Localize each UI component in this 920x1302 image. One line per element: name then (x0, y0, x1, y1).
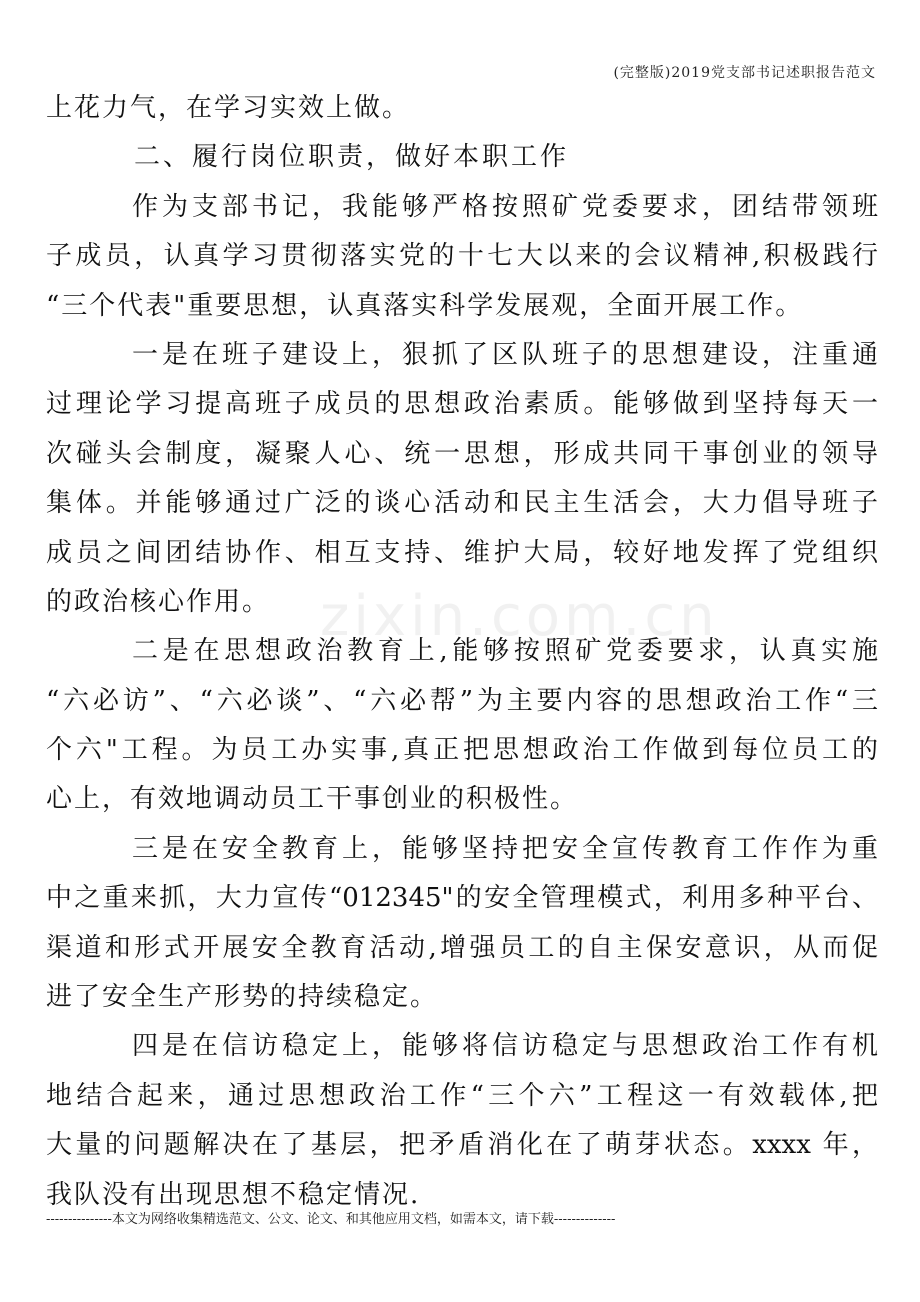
body-line: “三个代表"重要思想，认真落实科学发展观，全面开展工作。 (46, 290, 804, 321)
body-line: 作为支部书记，我能够严格按照矿党委要求，团结带领班 (132, 191, 878, 222)
body-line: 上花力气，在学习实效上做。 (46, 93, 411, 123)
body-line: 次碰头会制度，凝聚人心、统一思想，形成共同干事创业的领导 (46, 438, 878, 469)
document-footer-note: ---------------本文为网络收集精选范文、公文、论文、和其他应用文档，如需本文，请下载-------------- (46, 1212, 616, 1227)
body-line: 心上，有效地调动员工干事创业的积极性。 (46, 784, 579, 815)
body-line: 个六"工程。为员工办实事,真正把思想政治工作做到每位员工的 (46, 735, 878, 766)
body-line: “六必访”、“六必谈”、“六必帮”为主要内容的思想政治工作“三 (46, 685, 878, 716)
body-line: 过理论学习提高班子成员的思想政治素质。能够做到坚持每天一 (46, 389, 878, 420)
section-heading: 二、履行岗位职责，做好本职工作 (134, 142, 570, 173)
body-line: 四是在信访稳定上，能够将信访稳定与思想政治工作有机 (132, 1031, 878, 1062)
body-line: 一是在班子建设上，狠抓了区队班子的思想建设，注重通 (132, 339, 878, 370)
body-line: 大量的问题解决在了基层，把矛盾消化在了萌芽状态。xxxx 年， (46, 1130, 878, 1161)
body-line: 三是在安全教育上，能够坚持把安全宣传教育工作作为重 (132, 833, 878, 864)
body-line: 的政治核心作用。 (46, 586, 271, 617)
body-line: 中之重来抓，大力宣传“012345"的安全管理模式，利用多种平台、 (46, 883, 878, 914)
body-line: 集体。并能够通过广泛的谈心活动和民主生活会，大力倡导班子 (46, 488, 878, 519)
body-line: 进了安全生产形势的持续稳定。 (46, 982, 439, 1013)
body-line: 我队没有出现思想不稳定情况. (46, 1179, 421, 1210)
document-header-title: (完整版)2019党支部书记述职报告范文 (613, 65, 876, 81)
body-line: 成员之间团结协作、相互支持、维护大局，较好地发挥了党组织 (46, 537, 878, 568)
body-line: 地结合起来，通过思想政治工作“三个六”工程这一有效载体,把 (46, 1080, 878, 1111)
document-body (46, 84, 878, 1220)
watermark: zixin.com.cn (320, 584, 719, 649)
body-line: 子成员，认真学习贯彻落实党的十七大以来的会议精神,积极践行 (46, 241, 878, 272)
body-line: 渠道和形式开展安全教育活动,增强员工的自主保安意识，从而促 (46, 932, 878, 963)
body-line: 二是在思想政治教育上,能够按照矿党委要求，认真实施 (132, 636, 878, 667)
